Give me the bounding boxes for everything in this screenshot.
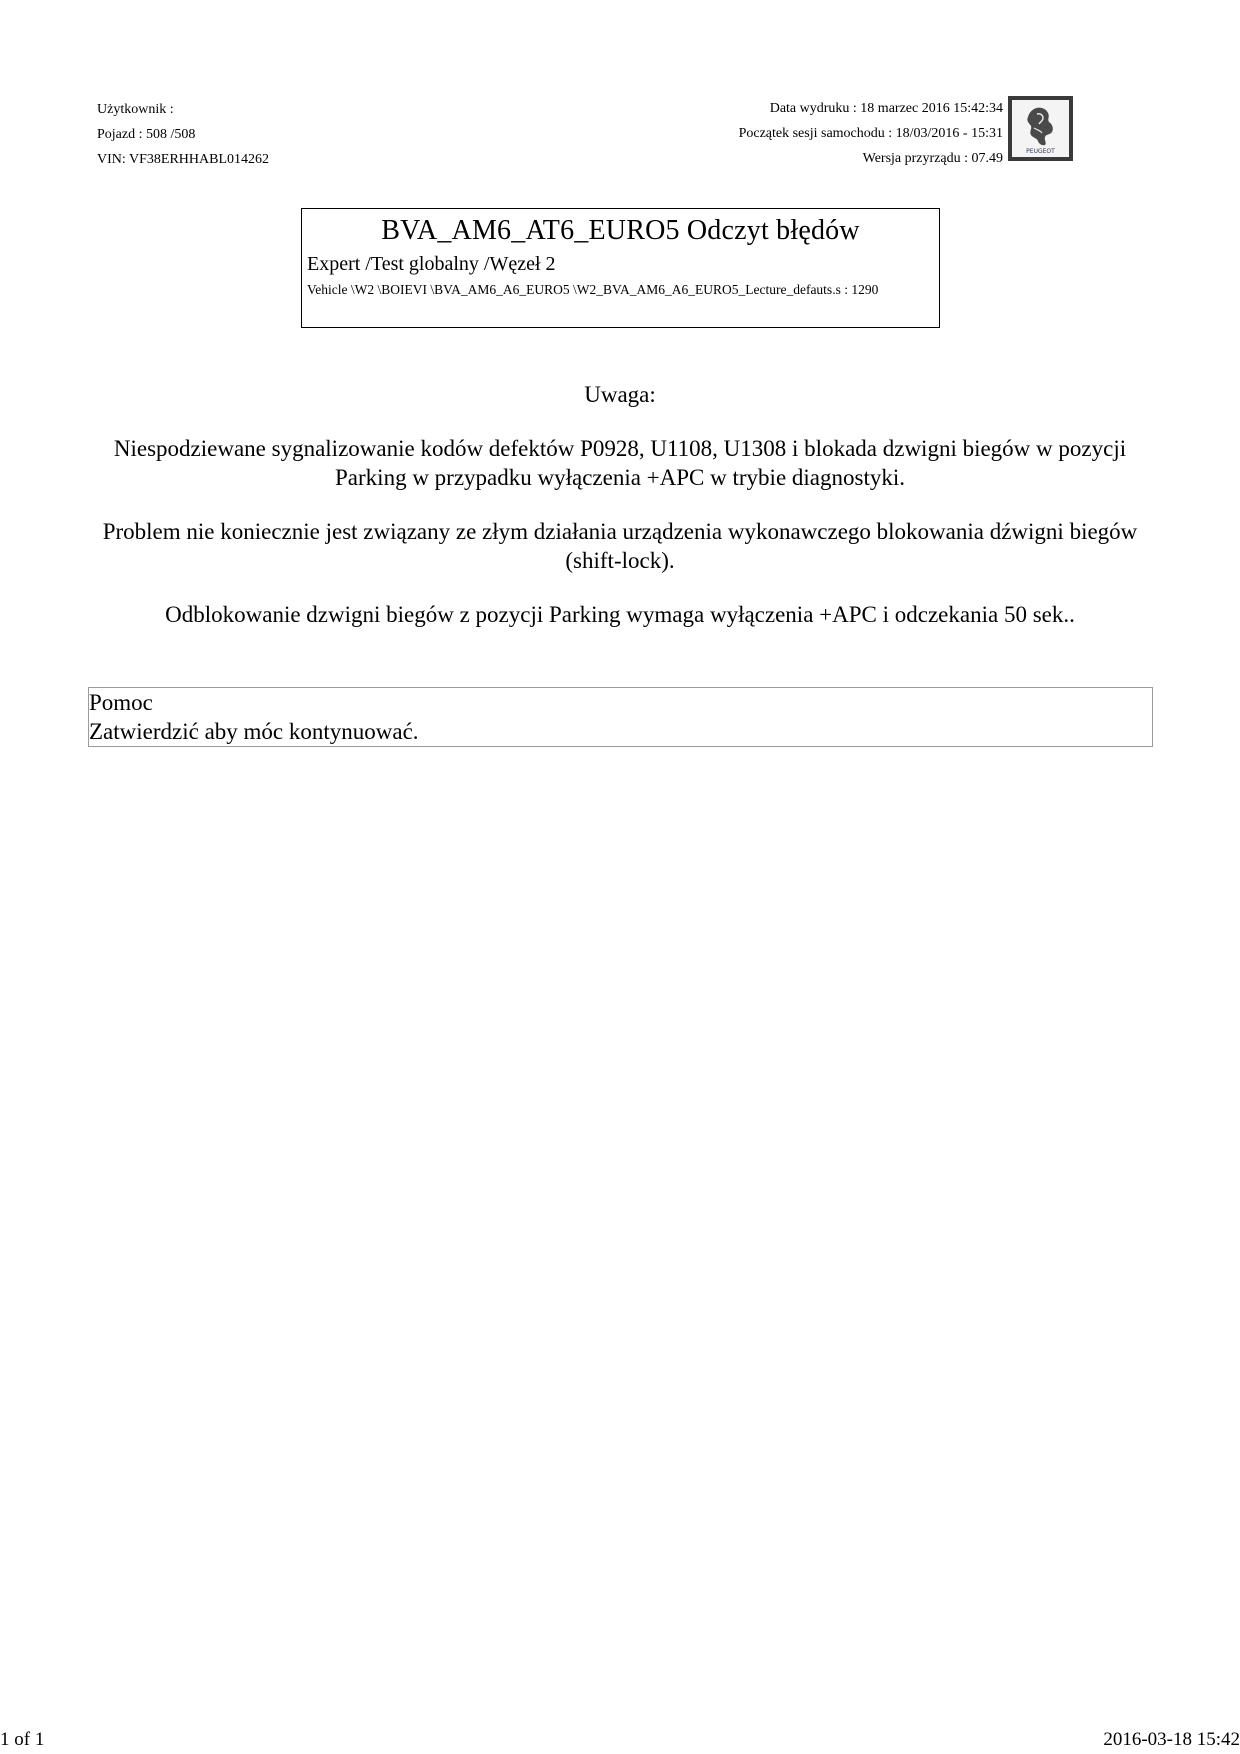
report-title-box xyxy=(301,208,940,328)
warning-paragraph-3: Odblokowanie dzwigni biegów z pozycji Parking wymaga wyłączenia +APC i odczekania 50 sek.. xyxy=(165,602,1075,627)
page-counter: 1 of 1 xyxy=(0,1729,45,1750)
warning-paragraph-2: Problem nie koniecznie jest związany ze złym działania urządzenia wykonawczego blokowania dźwigni biegów (shift-lock). xyxy=(102,519,1138,573)
footer-timestamp: 2016-03-18 15:42 xyxy=(1103,1729,1240,1750)
session-start: Początek sesji samochodu : 18/03/2016 - 15:31 xyxy=(738,126,1003,141)
help-text: Zatwierdzić aby móc kontynuować. xyxy=(89,719,419,744)
header-left-info xyxy=(97,97,269,172)
print-date: Data wydruku : 18 marzec 2016 15:42:34 xyxy=(769,101,1003,116)
report-subtitle: Expert /Test globalny /Węzeł 2 xyxy=(307,253,556,275)
peugeot-logo xyxy=(1008,96,1073,161)
vin-label: VIN: VF38ERHHABL014262 xyxy=(97,152,270,167)
warning-heading: Uwaga: xyxy=(584,382,656,407)
report-title: BVA_AM6_AT6_EURO5 Odczyt błędów xyxy=(381,215,860,246)
warning-content xyxy=(95,380,1145,654)
lion-icon xyxy=(1012,100,1069,157)
help-title: Pomoc xyxy=(89,690,153,715)
header-right-info xyxy=(739,96,1003,171)
vehicle-label: Pojazd : 508 /508 xyxy=(97,127,196,142)
report-path: Vehicle \W2 \BOIEVI \BVA_AM6_A6_EURO5 \W2_BVA_AM6_A6_EURO5_Lecture_defauts.s : 1290 xyxy=(307,282,879,297)
warning-paragraph-1: Niespodziewane sygnalizowanie kodów defektów P0928, U1108, U1308 i blokada dzwigni biegów w pozycji Parking w przypadku wyłączenia +APC w trybie diagnostyki. xyxy=(113,436,1127,490)
user-label: Użytkownik : xyxy=(97,102,174,117)
svg-text:PEUGEOT: PEUGEOT xyxy=(1026,148,1055,155)
tool-version: Wersja przyrządu : 07.49 xyxy=(862,151,1003,166)
help-box xyxy=(88,687,1153,747)
